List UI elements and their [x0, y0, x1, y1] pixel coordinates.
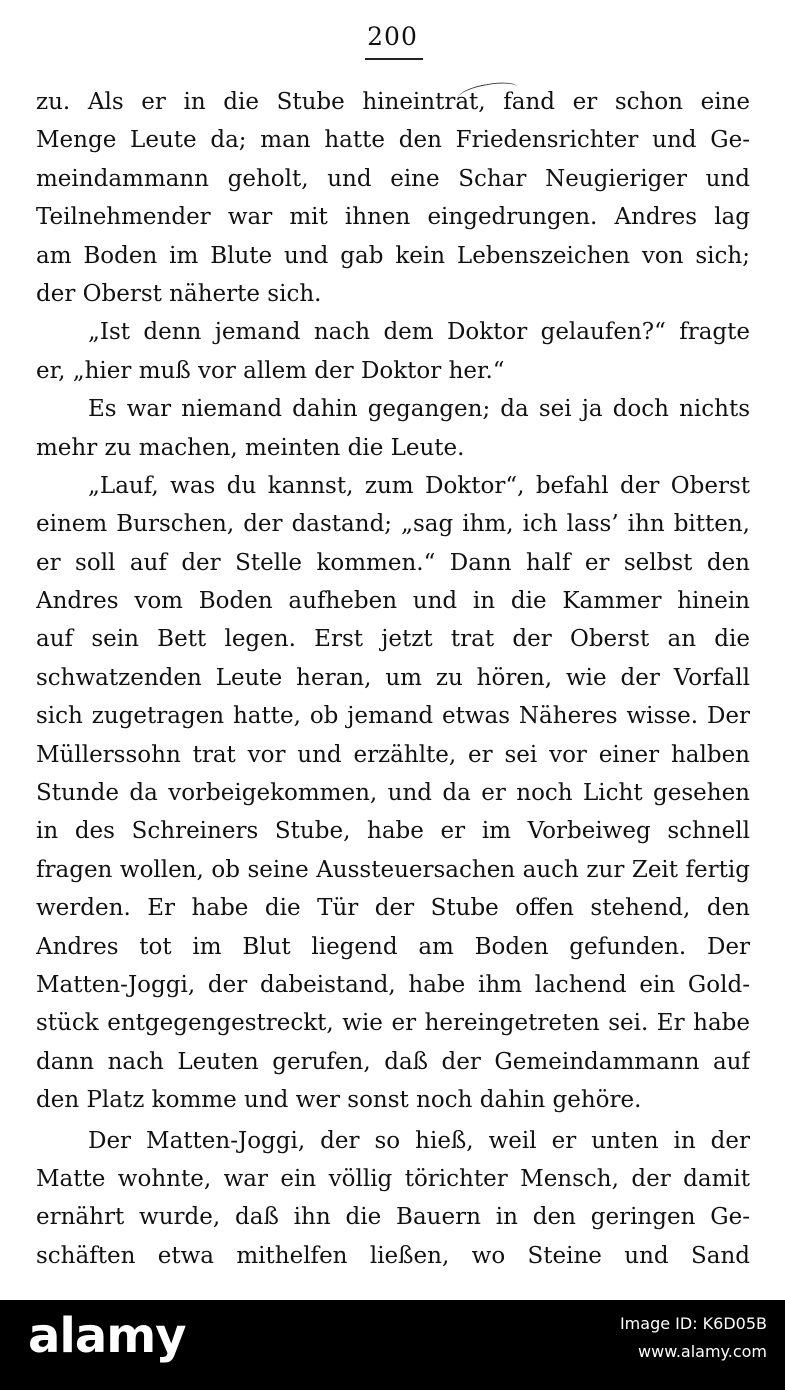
text-line: „Lauf, was du kannst, zum Doktor“, befahl der Oberst [88, 472, 750, 499]
body-text [36, 83, 750, 1275]
text-line: Teilnehmender war mit ihnen eingedrungen. Andres lag [36, 204, 750, 231]
image-id: Image ID: K6D05B [619, 1314, 767, 1333]
text-line: einem Burschen, der dastand; „sag ihm, ich lass’ ihn bitten, [36, 511, 750, 538]
text-line: stück entgegengestreckt, wie er hereingetreten sei. Er habe [36, 1010, 750, 1037]
text-line: Matten-Joggi, der dabeistand, habe ihm lachend ein Gold- [36, 971, 750, 998]
text-line: in des Schreiners Stube, habe er im Vorbeiweg schnell [36, 818, 750, 845]
text-line: Müllerssohn trat vor und erzählte, er sei vor einer halben [36, 741, 750, 768]
text-line: Andres vom Boden aufheben und in die Kammer hinein [36, 588, 750, 615]
text-line: mehr zu machen, meinten die Leute. [36, 434, 465, 461]
text-line: er, „hier muß vor allem der Doktor her.“ [36, 357, 505, 384]
text-line: zu. Als er in die Stube hineintrat, fand er schon eine [36, 89, 750, 115]
alamy-logo: alamy [28, 1308, 186, 1364]
text-line: fragen wollen, ob seine Aussteuersachen auch zur Zeit fertig [36, 856, 750, 883]
page-number: 200 [367, 22, 418, 51]
watermark-bar [0, 1300, 785, 1390]
text-line: Stunde da vorbeigekommen, und da er noch Licht gesehen [36, 780, 750, 807]
text-line: Es war niemand dahin gegangen; da sei ja doch nichts [88, 396, 750, 423]
watermark-url: www.alamy.com [638, 1342, 767, 1361]
text-line: Matte wohnte, war ein völlig törichter Mensch, der damit [36, 1165, 750, 1192]
text-line: der Oberst näherte sich. [36, 280, 322, 307]
text-line: „Ist denn jemand nach dem Doktor gelaufen?“ fragte [88, 319, 750, 346]
text-line: dann nach Leuten gerufen, daß der Gemeindammann auf [36, 1048, 750, 1075]
text-line: Der Matten-Joggi, der so hieß, weil er unten in der [88, 1127, 750, 1154]
page-number-underline [365, 58, 423, 60]
text-line: Menge Leute da; man hatte den Friedensrichter und Ge- [36, 127, 750, 154]
text-line: auf sein Bett legen. Erst jetzt trat der Oberst an die [36, 626, 750, 653]
text-line: Andres tot im Blut liegend am Boden gefunden. Der [36, 933, 750, 960]
text-line: ernährt wurde, daß ihn die Bauern in den geringen Ge- [36, 1204, 750, 1231]
text-line: den Platz komme und wer sonst noch dahin gehöre. [36, 1087, 642, 1114]
text-line: sich zugetragen hatte, ob jemand etwas Näheres wisse. Der [36, 703, 750, 730]
text-line: werden. Er habe die Tür der Stube offen stehend, den [36, 895, 750, 922]
text-line: meindammann geholt, und eine Schar Neugieriger und [36, 165, 750, 192]
text-line: er soll auf der Stelle kommen.“ Dann half er selbst den [36, 549, 750, 576]
text-line: schäften etwa mithelfen ließen, wo Steine und Sand [36, 1242, 750, 1269]
text-line: schwatzenden Leute heran, um zu hören, wie der Vorfall [36, 664, 750, 691]
text-line: am Boden im Blute und gab kein Lebenszeichen von sich; [36, 242, 750, 269]
